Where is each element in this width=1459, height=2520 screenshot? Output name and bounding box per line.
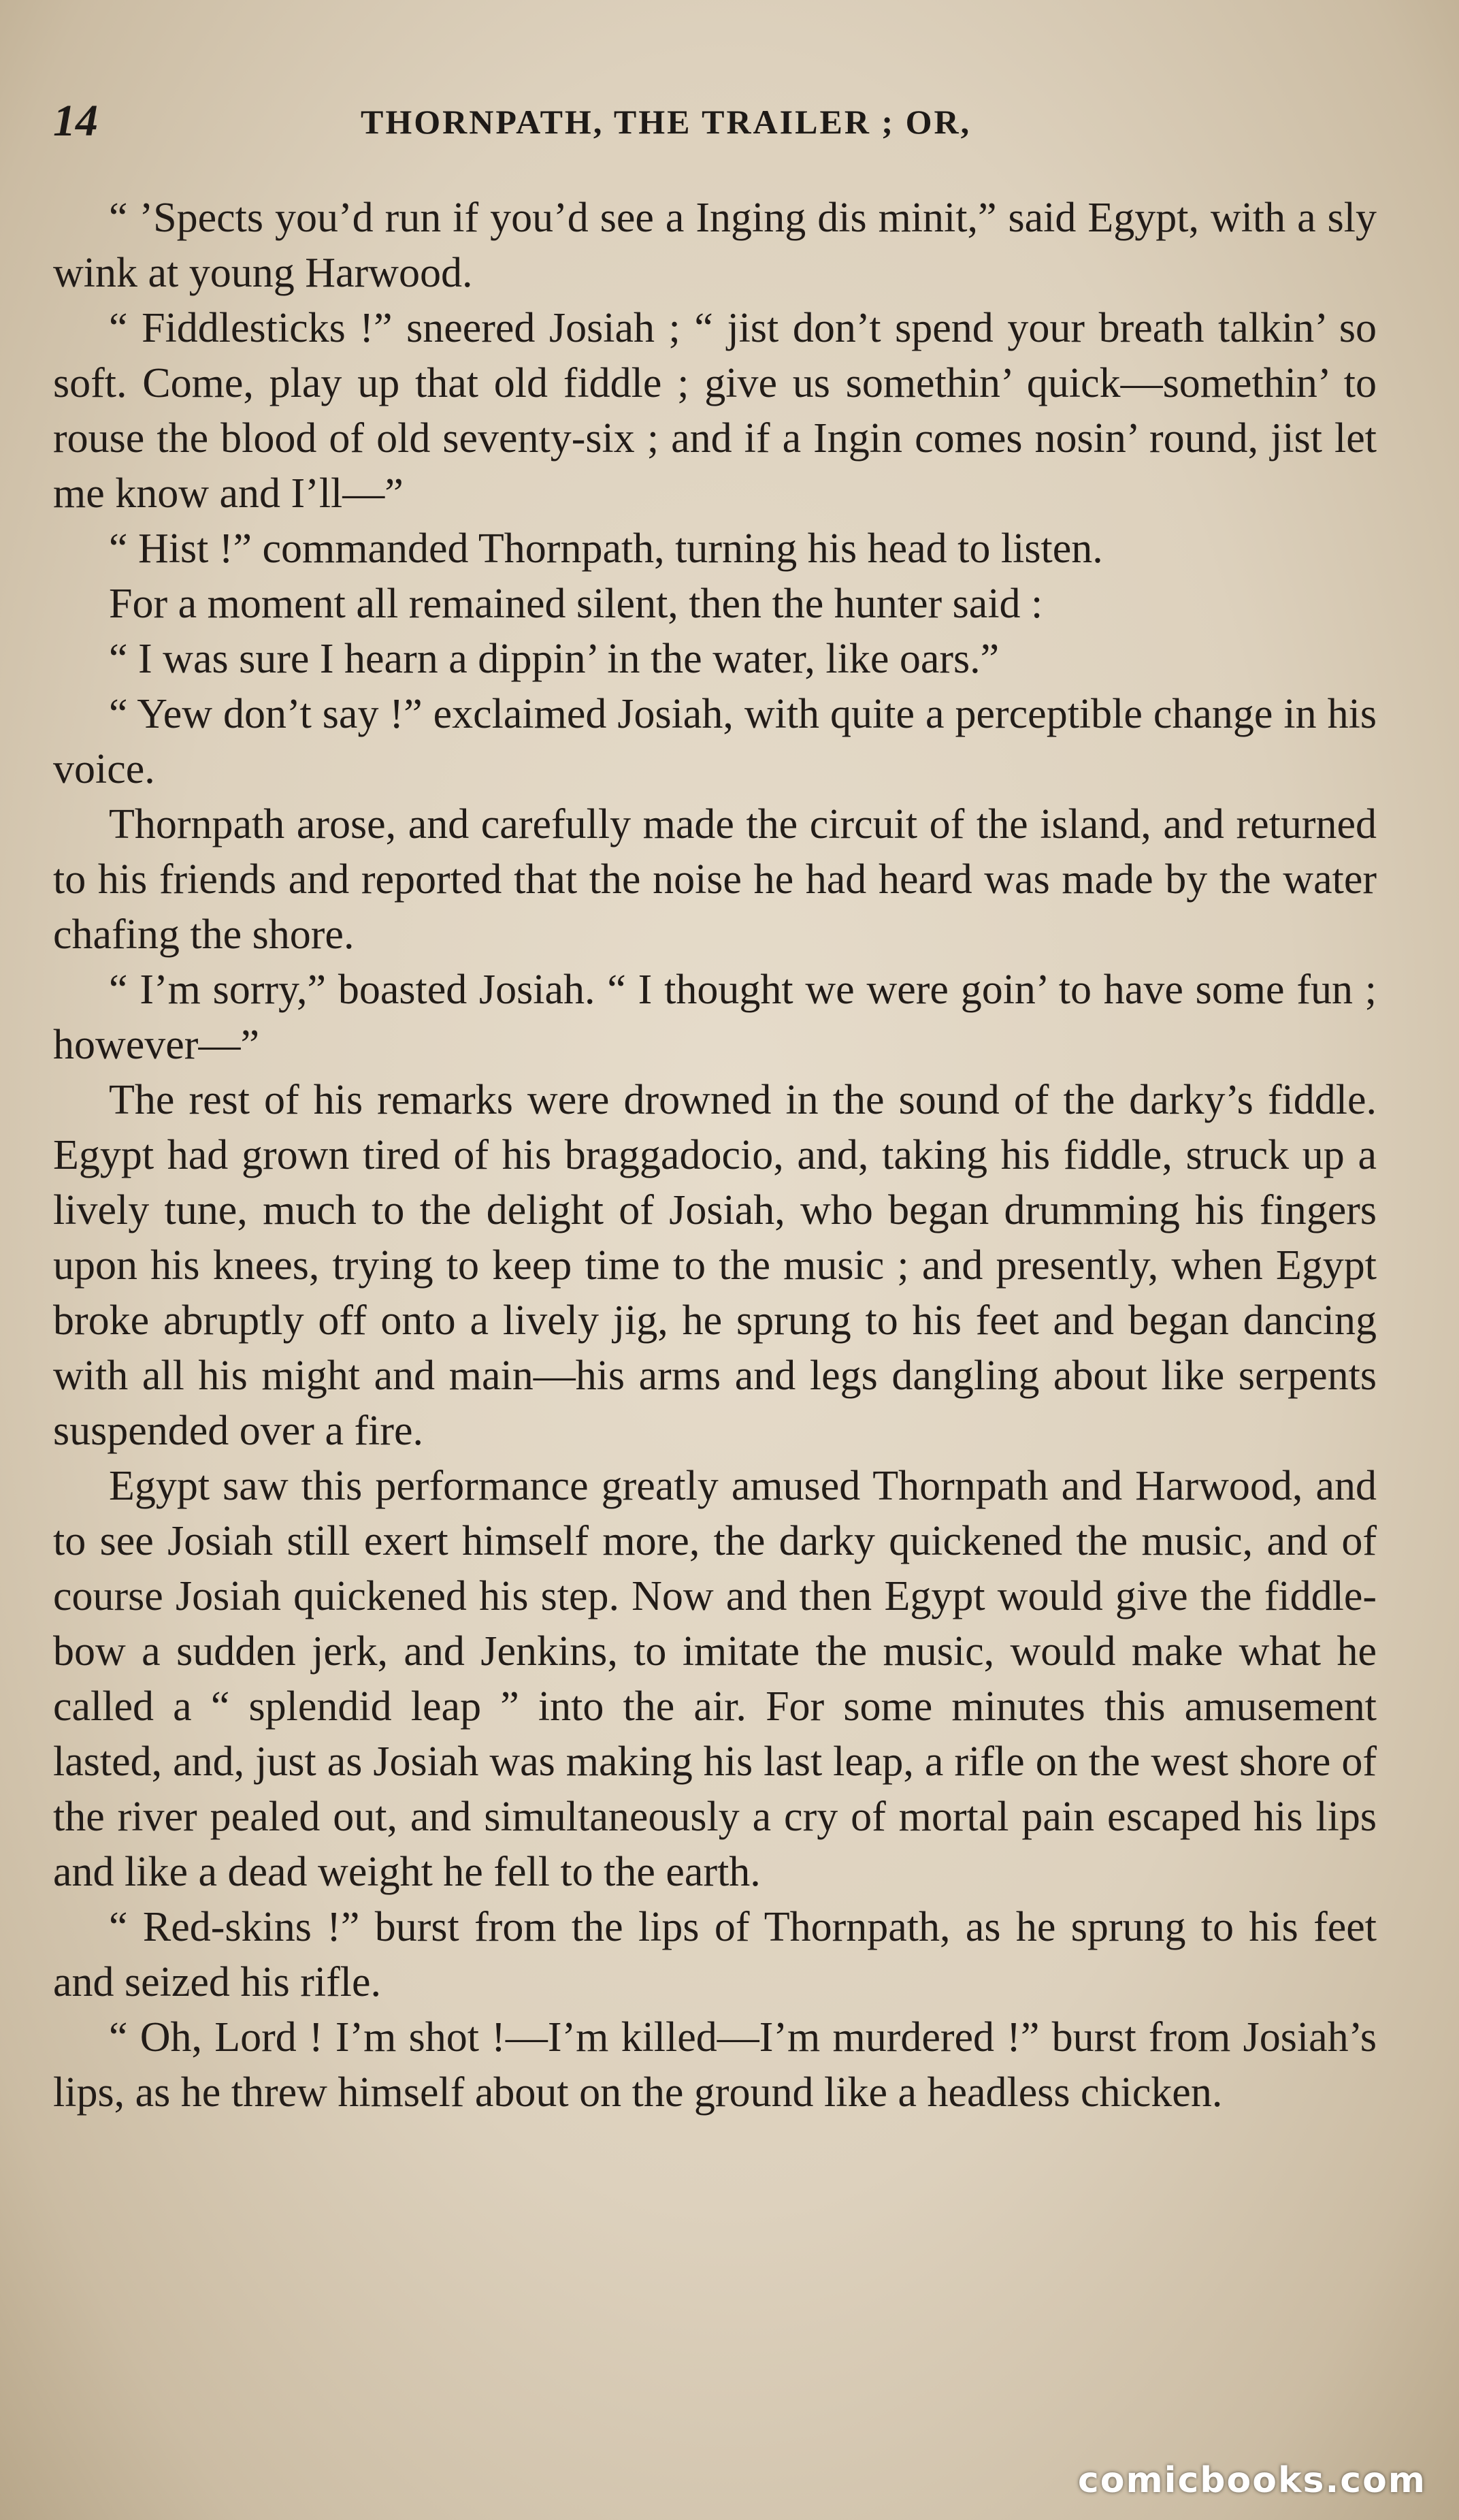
- page-number: 14: [53, 96, 98, 146]
- running-head: THORNPATH, THE TRAILER ; OR,: [361, 103, 972, 141]
- paragraph: “ Fiddlesticks !” sneered Josiah ; “ jist don’t spend your breath talkin’ so soft. Come, play up that old fiddle ; give us somethin’ quick—somethin’ to rouse the blood of old seventy-six ; and if a Ingin comes nosin’ round, jist let me know and I’ll—”: [53, 305, 1377, 517]
- paragraph: Egypt saw this performance greatly amused Thornpath and Harwood, and to see Josiah still exert himself more, the darky quickened the music, and of course Josiah quickened his step. Now and then Egypt would give the fiddle-bow a sudden jerk, and Jenkins, to imitate the music, would make what he called a “ splendid leap ” into the air. For some minutes this amusement lasted, and, just as Josiah was making his last leap, a rifle on the west shore of the river pealed out, and simultaneously a cry of mortal pain escaped his lips and like a dead weight he fell to the earth.: [53, 1463, 1377, 1895]
- paragraph: “ Red-skins !” burst from the lips of Thornpath, as he sprung to his feet and seized his rifle.: [53, 1904, 1377, 2005]
- paragraph: “ Hist !” commanded Thornpath, turning his head to listen.: [109, 526, 1103, 572]
- body-text: [53, 191, 1377, 2120]
- paragraph: The rest of his remarks were drowned in the sound of the darky’s fiddle. Egypt had grown tired of his braggadocio, and, taking his fiddle, struck up a lively tune, much to the delight of Josiah, who began drumming his fingers upon his knees, trying to keep time to the music ; and presently, when Egypt broke abruptly off onto a lively jig, he sprung to his feet and began dancing with all his might and main—his arms and legs dangling about like serpents suspended over a fire.: [53, 1077, 1377, 1454]
- paragraph: “ Yew don’t say !” exclaimed Josiah, with quite a perceptible change in his voice.: [53, 691, 1377, 792]
- watermark: comicbooks.com: [1077, 2460, 1426, 2501]
- paragraph: For a moment all remained silent, then the hunter said :: [109, 581, 1043, 627]
- paragraph: “ I’m sorry,” boasted Josiah. “ I thought we were goin’ to have some fun ; however—”: [53, 967, 1377, 1068]
- paragraph: “ Oh, Lord ! I’m shot !—I’m killed—I’m murdered !” burst from Josiah’s lips, as he threw himself about on the ground like a headless chicken.: [53, 2014, 1377, 2116]
- paragraph: “ ’Spects you’d run if you’d see a Inging dis minit,” said Egypt, with a sly wink at young Harwood.: [53, 195, 1377, 296]
- paragraph: Thornpath arose, and carefully made the circuit of the island, and returned to his friends and reported that the noise he had heard was made by the water chafing the shore.: [53, 801, 1377, 958]
- paragraph: “ I was sure I hearn a dippin’ in the water, like oars.”: [109, 636, 1000, 682]
